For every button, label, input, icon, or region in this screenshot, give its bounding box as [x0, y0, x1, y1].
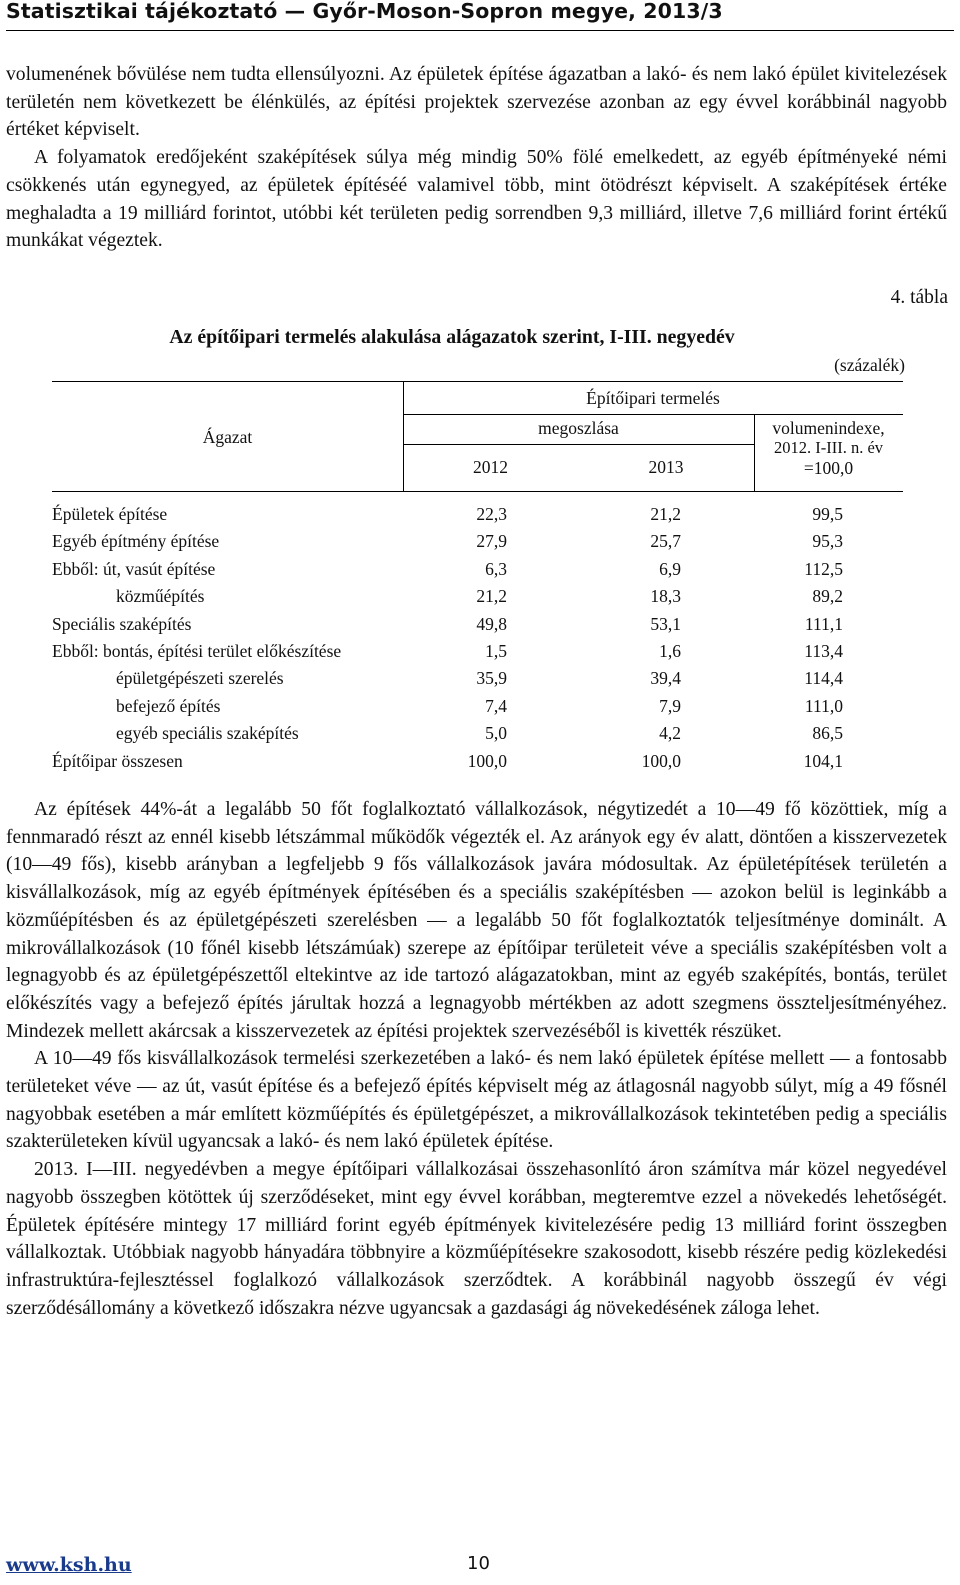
table-row — [52, 556, 903, 583]
row-label: befejező építés — [116, 695, 221, 716]
intro-paragraph-2: A folyamatok eredőjeként szaképítések súlya még mindig 50% fölé emelkedett, az egyéb építményeké némi csökkenés után egynegyed, az épületek építéséé valamivel több, mint ötödrészt képviselt. A szaképítések értéke meghaladta a 19 milliárd forintot, utóbbi két területen pedig sorrendben 9,3 milliárd, illetve 7,6 milliárd forint értékű munkákat végeztek. — [6, 147, 947, 252]
table-row — [52, 583, 903, 610]
page-number: 10 — [467, 1553, 490, 1574]
row-value-2013: 53,1 — [650, 613, 681, 634]
table-unit: (százalék) — [834, 355, 905, 375]
intro-text — [6, 61, 947, 255]
row-value-index: 95,3 — [812, 531, 843, 552]
row-value-index: 89,2 — [812, 586, 843, 607]
table-title: Az építőipari termelés alakulása alágazatok szerint, I-III. negyedév — [169, 326, 735, 348]
table-row — [52, 611, 903, 638]
table-row — [52, 748, 903, 775]
row-value-index: 112,5 — [804, 558, 843, 579]
body-paragraph-2: A 10—49 fős kisvállalkozások termelési szerkezetében a lakó- és nem lakó épületek építése mellett — a fontosabb területeket véve — az út, vasút építése és a befejező építés képviselt még az átlagosnál nagyobb súlyt, míg a 49 fősnél nagyobbak esetében a már említett közműépítés és épületgépészet, a mikrovállalkozások tekintetében pedig a speciális szakterületeken kívül ugyancsak a lakó- és nem lakó épületek építése. — [6, 1048, 947, 1153]
table-row — [52, 638, 903, 665]
row-value-2013: 25,7 — [650, 531, 681, 552]
row-value-index: 114,4 — [804, 668, 843, 689]
header-production: Építőipari termelés — [586, 388, 720, 408]
row-label: Ebből: út, vasút építése — [52, 558, 216, 579]
row-label: Épületek építése — [52, 504, 168, 524]
row-value-2013: 21,2 — [650, 504, 681, 524]
row-value-2012: 100,0 — [467, 750, 507, 771]
header-volume-line-3: =100,0 — [803, 458, 854, 478]
row-value-2012: 35,9 — [476, 668, 507, 689]
table-row — [52, 693, 903, 720]
row-value-2013: 7,9 — [659, 695, 681, 716]
row-label: épületgépészeti szerelés — [116, 668, 284, 689]
row-value-2013: 18,3 — [650, 586, 681, 607]
header-volume-line-2: 2012. I-III. n. év — [773, 438, 884, 457]
table-row — [52, 501, 903, 528]
row-value-2013: 4,2 — [659, 723, 681, 744]
row-value-2012: 7,4 — [485, 695, 507, 716]
table-row — [52, 665, 903, 692]
row-label: Ebből: bontás, építési terület előkészítése — [52, 640, 342, 661]
header-volume-line-1: volumenindexe, — [772, 418, 885, 438]
row-value-index: 111,0 — [804, 695, 843, 716]
row-value-2012: 5,0 — [485, 723, 507, 744]
row-value-index: 104,1 — [803, 750, 843, 771]
body-text — [6, 796, 947, 1322]
row-value-index: 99,5 — [812, 504, 843, 524]
data-table — [52, 381, 903, 775]
row-value-2013: 39,4 — [650, 668, 681, 689]
row-label: Speciális szaképítés — [52, 613, 192, 634]
header-title: Statisztikai tájékoztató — Győr-Moson-Sopron megye, 2013/3 — [6, 0, 723, 23]
table-header — [52, 381, 903, 492]
row-label: Építőipar összesen — [52, 750, 183, 771]
row-value-2012: 21,2 — [476, 586, 507, 607]
header-2013: 2013 — [648, 457, 684, 477]
ksh-website-link[interactable]: www.ksh.hu — [6, 1554, 132, 1576]
row-label: közműépítés — [116, 586, 205, 607]
row-value-2013: 100,0 — [641, 750, 681, 771]
header-volume-index — [754, 418, 903, 478]
header-sector: Ágazat — [202, 427, 253, 447]
row-value-index: 86,5 — [812, 723, 843, 744]
body-paragraph-1: Az építések 44%-át a legalább 50 főt foglalkoztató vállalkozások, négytizedét a 10—49 fő közöttiek, míg a fennmaradó részt az ennél kisebb létszámmal működők végezték el. Az arányok egy év alatt, döntően a kisszervezetek (10—49 fős), kisebb arányban a legfeljebb 9 fős vállalkozások javára módosultak. Az épületépítések területén a kisvállalkozások, míg az egyéb építmények építésében és a speciális szaképítésben — azokon belül is leginkább a közműépítésben és az épületgépészeti szerelésben — a legalább 50 főt foglalkoztatók teljesítménye dominált. A mikrovállalkozások (10 főnél kisebb létszámúak) szerepe az építőipar területeit véve a speciális szaképítésben volt a legnagyobb és az épületgépészettől eltekintve az ide tartozó alágazatokban, mint az egyéb szaképítés, bontás, terület előkészítés vagy a befejező építés járultak hozzá a legnagyobb mértékben az adott szegmens összteljesítményéhez. Mindezek mellett akárcsak a kisszervezetek az építési projektek szervezéséből is kivették részüket. — [6, 799, 947, 1042]
row-label: egyéb speciális szaképítés — [116, 723, 299, 744]
table-number: 4. tábla — [890, 287, 948, 308]
row-value-2012: 49,8 — [476, 613, 507, 634]
row-value-2012: 22,3 — [476, 504, 507, 524]
table-row — [52, 720, 903, 747]
row-value-index: 113,4 — [804, 640, 843, 661]
row-label: Egyéb építmény építése — [52, 531, 220, 552]
header-2012: 2012 — [473, 457, 508, 477]
row-value-2013: 1,6 — [659, 640, 681, 661]
row-value-2012: 6,3 — [485, 558, 507, 579]
page-header — [6, 0, 954, 31]
table-row — [52, 528, 903, 555]
body-paragraph-3: 2013. I—III. negyedévben a megye építőipari vállalkozásai összehasonlító áron számítva már közel negyedével nagyobb összegben kötöttek új szerződéseket, mint egy évvel korábban, megteremtve ezzel a növekedés lehetőségét. Épületek építésére mintegy 17 milliárd forint egyéb építmények kivitelezésére pedig 13 milliárd forint összegben vállalkoztak. Utóbbiak nagyobb hányadára többnyire a közműépítésekre szakosodott, kisebb részére pedig közlekedési infrastruktúra-fejlesztéssel foglalkozó vállalkozások szerződtek. A korábbinál nagyobb összegű év végi szerződésállomány a következő időszakra nézve ugyancsak a gazdasági ág növekedésének záloga lehet. — [6, 1159, 947, 1319]
row-value-index: 111,1 — [804, 613, 843, 634]
header-distribution: megoszlása — [538, 418, 619, 438]
row-value-2012: 1,5 — [485, 640, 507, 661]
row-value-2013: 6,9 — [659, 558, 681, 579]
row-value-2012: 27,9 — [476, 531, 507, 552]
intro-paragraph-1: volumenének bővülése nem tudta ellensúlyozni. Az épületek építése ágazatban a lakó- és nem lakó épület kivitelezések területén nem következett be élénkülés, az építési projektek szervezése azonban az egy évvel korábbinál nagyobb értéket képviselt. — [6, 64, 947, 141]
